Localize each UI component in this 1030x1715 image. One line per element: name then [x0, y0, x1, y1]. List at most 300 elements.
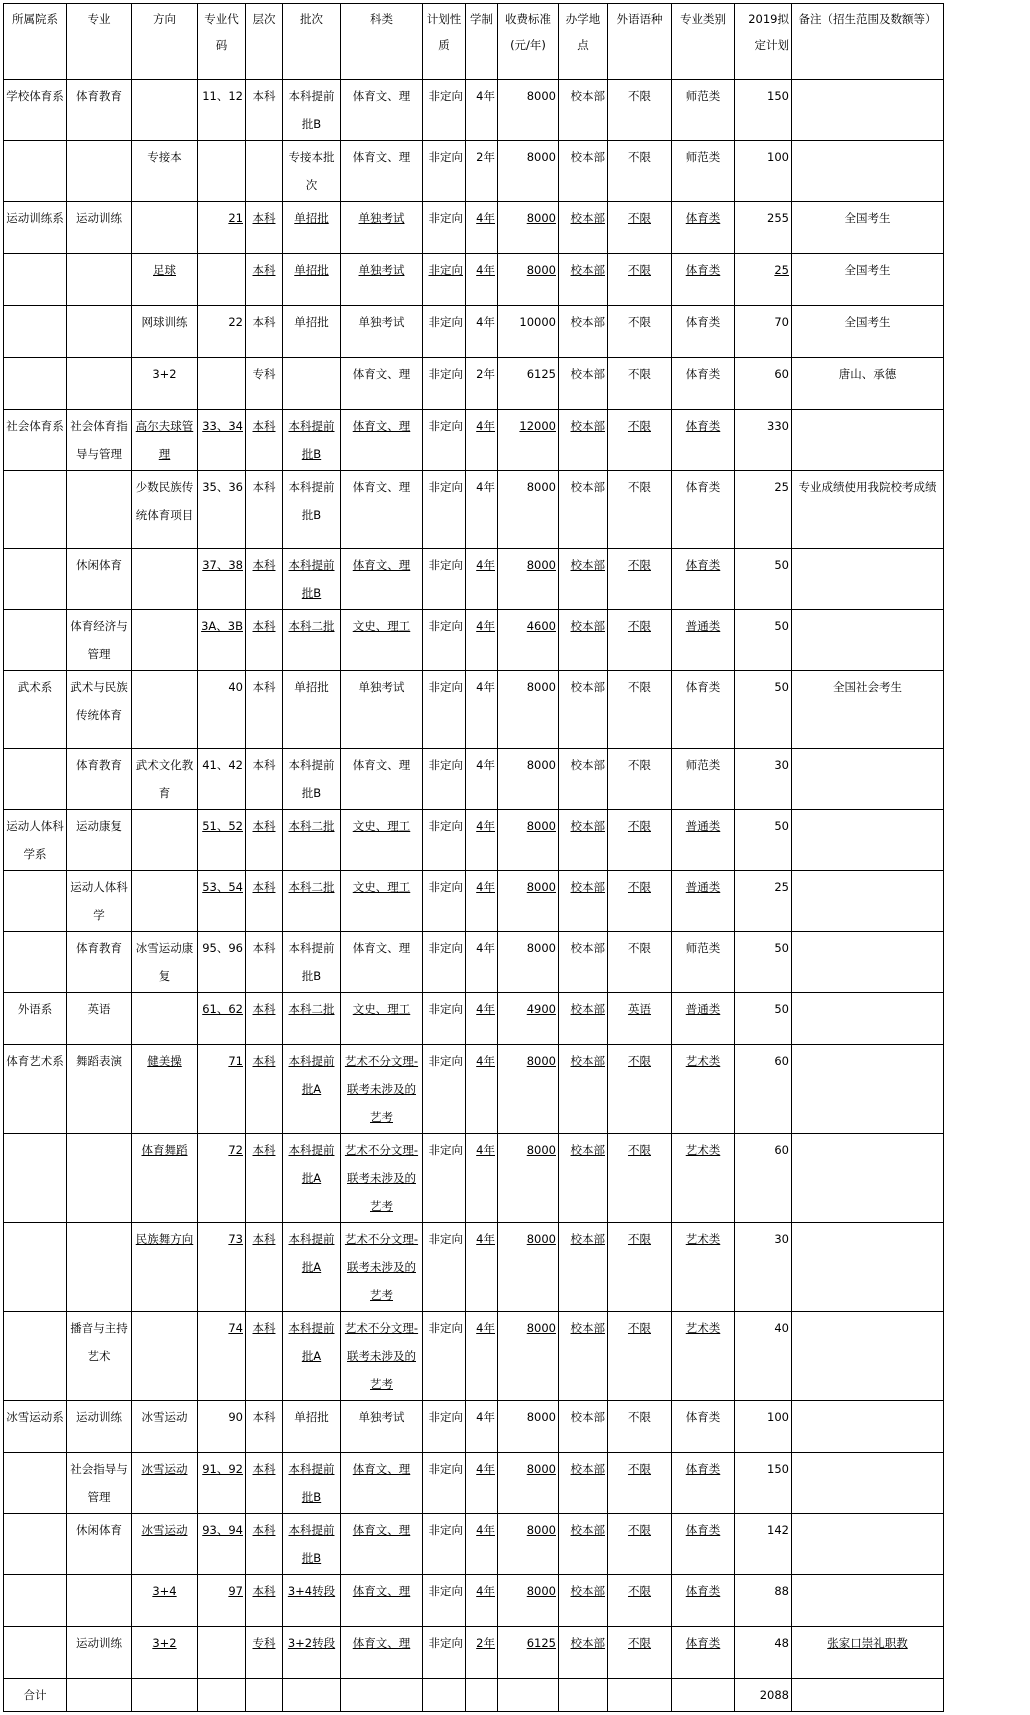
cell-level: 本科 [246, 810, 283, 871]
cell-remarks [792, 1575, 944, 1627]
cell-major-code: 91、92 [198, 1453, 246, 1514]
cell-department [4, 1223, 67, 1312]
cell-direction: 网球训练 [132, 306, 198, 358]
cell-subject-type: 单独考试 [341, 671, 423, 749]
cell-direction: 高尔夫球管理 [132, 410, 198, 471]
cell-duration: 4年 [466, 810, 498, 871]
cell-subject-type: 体育文、理 [341, 749, 423, 810]
cell-foreign-language: 不限 [608, 1514, 672, 1575]
cell-major: 社会体育指导与管理 [67, 410, 132, 471]
cell-major: 体育经济与管理 [67, 610, 132, 671]
cell-tuition: 8000 [498, 141, 559, 202]
cell-direction: 冰雪运动 [132, 1401, 198, 1453]
cell-major: 体育教育 [67, 80, 132, 141]
cell-department [4, 1627, 67, 1679]
cell-major-code: 95、96 [198, 932, 246, 993]
cell-major [67, 254, 132, 306]
table-row [4, 871, 944, 932]
cell-duration: 4年 [466, 671, 498, 749]
cell-foreign-language: 不限 [608, 871, 672, 932]
cell-department [4, 254, 67, 306]
cell-subject-type: 单独考试 [341, 202, 423, 254]
cell-tuition: 8000 [498, 871, 559, 932]
cell-plan-2019: 48 [735, 1627, 792, 1679]
cell-plan-nature: 非定向 [423, 671, 466, 749]
cell-major-code: 72 [198, 1134, 246, 1223]
cell-plan-nature: 非定向 [423, 1575, 466, 1627]
cell-campus: 校本部 [559, 1401, 608, 1453]
cell-major-code: 51、52 [198, 810, 246, 871]
cell-foreign-language: 不限 [608, 410, 672, 471]
cell-plan-2019: 255 [735, 202, 792, 254]
cell-campus: 校本部 [559, 306, 608, 358]
cell-foreign-language: 不限 [608, 202, 672, 254]
cell-major: 英语 [67, 993, 132, 1045]
table-row [4, 1134, 944, 1223]
cell-direction: 体育舞蹈 [132, 1134, 198, 1223]
cell-department [4, 1453, 67, 1514]
cell-campus: 校本部 [559, 871, 608, 932]
cell-level: 本科 [246, 1514, 283, 1575]
cell-tuition: 8000 [498, 471, 559, 549]
cell-department: 运动人体科学系 [4, 810, 67, 871]
cell-foreign-language: 不限 [608, 1312, 672, 1401]
cell-plan-2019: 40 [735, 1312, 792, 1401]
cell-batch: 本科提前批B [283, 1453, 341, 1514]
cell-tuition: 8000 [498, 1045, 559, 1134]
total-empty-cell [498, 1679, 559, 1712]
header-plan-2019: 2019拟定计划 [735, 4, 792, 80]
cell-batch: 本科提前批B [283, 410, 341, 471]
cell-plan-nature: 非定向 [423, 749, 466, 810]
cell-remarks: 张家口崇礼职教 [792, 1627, 944, 1679]
cell-level: 本科 [246, 1453, 283, 1514]
cell-plan-2019: 50 [735, 549, 792, 610]
cell-major-category: 师范类 [672, 80, 735, 141]
cell-department [4, 1514, 67, 1575]
cell-level: 专科 [246, 1627, 283, 1679]
cell-subject-type: 艺术不分文理-联考未涉及的艺考 [341, 1045, 423, 1134]
total-empty-cell [423, 1679, 466, 1712]
cell-department [4, 306, 67, 358]
cell-direction: 冰雪运动康复 [132, 932, 198, 993]
cell-remarks [792, 1514, 944, 1575]
header-batch: 批次 [283, 4, 341, 80]
cell-plan-2019: 25 [735, 471, 792, 549]
cell-plan-2019: 25 [735, 871, 792, 932]
cell-subject-type: 体育文、理 [341, 358, 423, 410]
cell-plan-2019: 100 [735, 1401, 792, 1453]
cell-plan-2019: 150 [735, 80, 792, 141]
cell-plan-2019: 50 [735, 932, 792, 993]
cell-major: 休闲体育 [67, 1514, 132, 1575]
cell-tuition: 8000 [498, 1453, 559, 1514]
cell-department: 社会体育系 [4, 410, 67, 471]
table-row [4, 202, 944, 254]
cell-major-code: 11、12 [198, 80, 246, 141]
cell-batch: 本科提前批B [283, 80, 341, 141]
table-row [4, 1312, 944, 1401]
cell-tuition: 6125 [498, 1627, 559, 1679]
cell-direction: 3+2 [132, 1627, 198, 1679]
cell-campus: 校本部 [559, 610, 608, 671]
cell-major-code: 53、54 [198, 871, 246, 932]
cell-direction [132, 810, 198, 871]
cell-plan-2019: 150 [735, 1453, 792, 1514]
cell-department [4, 1134, 67, 1223]
cell-remarks [792, 932, 944, 993]
cell-campus: 校本部 [559, 80, 608, 141]
cell-major-category: 体育类 [672, 202, 735, 254]
cell-foreign-language: 不限 [608, 471, 672, 549]
cell-major-category: 艺术类 [672, 1223, 735, 1312]
cell-duration: 4年 [466, 993, 498, 1045]
cell-campus: 校本部 [559, 993, 608, 1045]
cell-plan-2019: 50 [735, 671, 792, 749]
cell-duration: 4年 [466, 871, 498, 932]
cell-campus: 校本部 [559, 358, 608, 410]
header-major-category: 专业类别 [672, 4, 735, 80]
cell-tuition: 8000 [498, 202, 559, 254]
cell-batch: 本科二批 [283, 610, 341, 671]
cell-batch: 本科提前批B [283, 1514, 341, 1575]
cell-major [67, 1134, 132, 1223]
cell-foreign-language: 不限 [608, 1134, 672, 1223]
cell-foreign-language: 不限 [608, 549, 672, 610]
cell-major-code: 93、94 [198, 1514, 246, 1575]
cell-department [4, 871, 67, 932]
cell-plan-nature: 非定向 [423, 80, 466, 141]
cell-major-code: 90 [198, 1401, 246, 1453]
cell-level: 本科 [246, 1223, 283, 1312]
cell-tuition: 12000 [498, 410, 559, 471]
cell-department [4, 549, 67, 610]
cell-major-category: 体育类 [672, 1575, 735, 1627]
cell-plan-nature: 非定向 [423, 1045, 466, 1134]
table-row [4, 80, 944, 141]
cell-major-category: 艺术类 [672, 1134, 735, 1223]
cell-subject-type: 体育文、理 [341, 1627, 423, 1679]
cell-foreign-language: 不限 [608, 141, 672, 202]
cell-level: 本科 [246, 1045, 283, 1134]
cell-direction: 冰雪运动 [132, 1453, 198, 1514]
cell-major-category: 师范类 [672, 932, 735, 993]
cell-remarks: 全国考生 [792, 306, 944, 358]
cell-tuition: 8000 [498, 1575, 559, 1627]
cell-duration: 2年 [466, 1627, 498, 1679]
cell-tuition: 8000 [498, 80, 559, 141]
cell-foreign-language: 英语 [608, 993, 672, 1045]
cell-subject-type: 单独考试 [341, 1401, 423, 1453]
cell-subject-type: 艺术不分文理-联考未涉及的艺考 [341, 1223, 423, 1312]
cell-tuition: 8000 [498, 1514, 559, 1575]
header-duration: 学制 [466, 4, 498, 80]
cell-plan-nature: 非定向 [423, 1401, 466, 1453]
cell-major: 运动训练 [67, 202, 132, 254]
cell-foreign-language: 不限 [608, 932, 672, 993]
cell-batch: 单招批 [283, 202, 341, 254]
cell-duration: 4年 [466, 80, 498, 141]
cell-major: 播音与主持艺术 [67, 1312, 132, 1401]
cell-level: 本科 [246, 871, 283, 932]
cell-level: 本科 [246, 254, 283, 306]
cell-subject-type: 单独考试 [341, 254, 423, 306]
cell-direction [132, 993, 198, 1045]
cell-plan-nature: 非定向 [423, 358, 466, 410]
total-empty-cell [283, 1679, 341, 1712]
cell-direction [132, 202, 198, 254]
cell-remarks [792, 549, 944, 610]
cell-subject-type: 文史、理工 [341, 610, 423, 671]
cell-major-category: 体育类 [672, 254, 735, 306]
cell-batch: 本科提前批B [283, 471, 341, 549]
cell-batch: 本科提前批A [283, 1223, 341, 1312]
cell-remarks: 全国考生 [792, 254, 944, 306]
cell-major [67, 1223, 132, 1312]
cell-duration: 4年 [466, 749, 498, 810]
table-row [4, 749, 944, 810]
table-row [4, 471, 944, 549]
cell-campus: 校本部 [559, 1514, 608, 1575]
cell-remarks [792, 1045, 944, 1134]
cell-major: 运动训练 [67, 1401, 132, 1453]
cell-duration: 4年 [466, 1223, 498, 1312]
cell-level: 本科 [246, 671, 283, 749]
cell-batch: 单招批 [283, 254, 341, 306]
cell-foreign-language: 不限 [608, 610, 672, 671]
cell-foreign-language: 不限 [608, 1045, 672, 1134]
cell-foreign-language: 不限 [608, 671, 672, 749]
header-major-code: 专业代码 [198, 4, 246, 80]
table-row [4, 610, 944, 671]
cell-foreign-language: 不限 [608, 1223, 672, 1312]
cell-major-category: 体育类 [672, 1401, 735, 1453]
cell-department [4, 749, 67, 810]
header-row [4, 4, 944, 80]
cell-remarks [792, 610, 944, 671]
cell-campus: 校本部 [559, 1312, 608, 1401]
cell-tuition: 4600 [498, 610, 559, 671]
cell-department [4, 141, 67, 202]
total-empty-cell [792, 1679, 944, 1712]
cell-subject-type: 体育文、理 [341, 1453, 423, 1514]
cell-foreign-language: 不限 [608, 1627, 672, 1679]
cell-batch: 单招批 [283, 671, 341, 749]
cell-major: 运动人体科学 [67, 871, 132, 932]
header-department: 所属院系 [4, 4, 67, 80]
cell-direction: 少数民族传统体育项目 [132, 471, 198, 549]
cell-plan-nature: 非定向 [423, 254, 466, 306]
cell-remarks [792, 1223, 944, 1312]
cell-campus: 校本部 [559, 1627, 608, 1679]
cell-subject-type: 体育文、理 [341, 471, 423, 549]
cell-subject-type: 体育文、理 [341, 410, 423, 471]
cell-plan-nature: 非定向 [423, 141, 466, 202]
cell-major: 舞蹈表演 [67, 1045, 132, 1134]
cell-duration: 4年 [466, 932, 498, 993]
cell-major [67, 141, 132, 202]
cell-department: 冰雪运动系 [4, 1401, 67, 1453]
total-empty-cell [246, 1679, 283, 1712]
cell-major-category: 普通类 [672, 610, 735, 671]
cell-plan-nature: 非定向 [423, 471, 466, 549]
table-row [4, 1627, 944, 1679]
table-row [4, 306, 944, 358]
cell-duration: 4年 [466, 1453, 498, 1514]
cell-tuition: 8000 [498, 671, 559, 749]
cell-remarks: 全国考生 [792, 202, 944, 254]
cell-subject-type: 文史、理工 [341, 810, 423, 871]
cell-major-category: 体育类 [672, 671, 735, 749]
cell-duration: 4年 [466, 202, 498, 254]
cell-batch: 单招批 [283, 306, 341, 358]
cell-major: 休闲体育 [67, 549, 132, 610]
header-remarks: 备注（招生范围及数额等） [792, 4, 944, 80]
cell-foreign-language: 不限 [608, 306, 672, 358]
cell-remarks: 唐山、承德 [792, 358, 944, 410]
cell-batch: 本科提前批B [283, 932, 341, 993]
cell-campus: 校本部 [559, 1453, 608, 1514]
cell-direction: 健美操 [132, 1045, 198, 1134]
cell-major-code: 3A、3B [198, 610, 246, 671]
total-empty-cell [67, 1679, 132, 1712]
cell-campus: 校本部 [559, 410, 608, 471]
cell-department: 运动训练系 [4, 202, 67, 254]
cell-duration: 4年 [466, 1575, 498, 1627]
cell-plan-2019: 30 [735, 1223, 792, 1312]
cell-major-code: 73 [198, 1223, 246, 1312]
table-row [4, 1514, 944, 1575]
cell-plan-nature: 非定向 [423, 1312, 466, 1401]
cell-campus: 校本部 [559, 1575, 608, 1627]
total-row [4, 1679, 944, 1712]
cell-tuition: 8000 [498, 749, 559, 810]
cell-plan-nature: 非定向 [423, 810, 466, 871]
cell-department: 体育艺术系 [4, 1045, 67, 1134]
cell-direction [132, 610, 198, 671]
table-row [4, 141, 944, 202]
cell-level: 专科 [246, 358, 283, 410]
cell-campus: 校本部 [559, 254, 608, 306]
cell-level: 本科 [246, 80, 283, 141]
cell-department: 外语系 [4, 993, 67, 1045]
cell-level [246, 141, 283, 202]
cell-duration: 4年 [466, 410, 498, 471]
cell-foreign-language: 不限 [608, 254, 672, 306]
cell-level: 本科 [246, 1401, 283, 1453]
cell-major-category: 体育类 [672, 549, 735, 610]
cell-direction: 民族舞方向 [132, 1223, 198, 1312]
cell-tuition: 8000 [498, 549, 559, 610]
cell-direction: 3+2 [132, 358, 198, 410]
cell-foreign-language: 不限 [608, 1575, 672, 1627]
cell-major-category: 普通类 [672, 871, 735, 932]
cell-major-category: 体育类 [672, 471, 735, 549]
cell-major-code: 74 [198, 1312, 246, 1401]
cell-subject-type: 体育文、理 [341, 1514, 423, 1575]
cell-duration: 4年 [466, 1045, 498, 1134]
cell-remarks [792, 1312, 944, 1401]
cell-direction [132, 871, 198, 932]
cell-department [4, 610, 67, 671]
header-direction: 方向 [132, 4, 198, 80]
cell-major-code: 37、38 [198, 549, 246, 610]
cell-level: 本科 [246, 471, 283, 549]
total-empty-cell [132, 1679, 198, 1712]
cell-major-code: 97 [198, 1575, 246, 1627]
cell-direction: 专接本 [132, 141, 198, 202]
total-empty-cell [672, 1679, 735, 1712]
cell-level: 本科 [246, 749, 283, 810]
cell-duration: 2年 [466, 358, 498, 410]
cell-major-category: 师范类 [672, 141, 735, 202]
cell-subject-type: 体育文、理 [341, 932, 423, 993]
header-level: 层次 [246, 4, 283, 80]
total-empty-cell [198, 1679, 246, 1712]
cell-plan-nature: 非定向 [423, 1223, 466, 1312]
cell-major [67, 471, 132, 549]
cell-remarks [792, 749, 944, 810]
cell-major-category: 体育类 [672, 306, 735, 358]
cell-batch [283, 358, 341, 410]
total-label: 合计 [4, 1679, 67, 1712]
cell-campus: 校本部 [559, 810, 608, 871]
cell-plan-nature: 非定向 [423, 1453, 466, 1514]
cell-plan-nature: 非定向 [423, 410, 466, 471]
cell-plan-2019: 60 [735, 358, 792, 410]
cell-batch: 本科提前批B [283, 549, 341, 610]
cell-campus: 校本部 [559, 671, 608, 749]
cell-remarks [792, 141, 944, 202]
cell-major-code: 61、62 [198, 993, 246, 1045]
cell-department [4, 471, 67, 549]
cell-duration: 4年 [466, 1401, 498, 1453]
cell-department [4, 1312, 67, 1401]
cell-remarks [792, 871, 944, 932]
cell-batch: 本科提前批B [283, 749, 341, 810]
cell-subject-type: 体育文、理 [341, 141, 423, 202]
table-row [4, 410, 944, 471]
cell-campus: 校本部 [559, 1134, 608, 1223]
cell-plan-nature: 非定向 [423, 549, 466, 610]
cell-batch: 3+2转段 [283, 1627, 341, 1679]
cell-foreign-language: 不限 [608, 80, 672, 141]
cell-remarks: 专业成绩使用我院校考成绩 [792, 471, 944, 549]
table-row [4, 254, 944, 306]
cell-campus: 校本部 [559, 749, 608, 810]
cell-major-category: 普通类 [672, 810, 735, 871]
table-row [4, 993, 944, 1045]
header-foreign-language: 外语语种 [608, 4, 672, 80]
cell-duration: 4年 [466, 254, 498, 306]
cell-level: 本科 [246, 1312, 283, 1401]
cell-major [67, 306, 132, 358]
cell-tuition: 6125 [498, 358, 559, 410]
cell-major: 体育教育 [67, 749, 132, 810]
cell-major-code [198, 1627, 246, 1679]
cell-campus: 校本部 [559, 549, 608, 610]
cell-tuition: 10000 [498, 306, 559, 358]
cell-major-code: 33、34 [198, 410, 246, 471]
cell-campus: 校本部 [559, 1223, 608, 1312]
cell-duration: 4年 [466, 1134, 498, 1223]
cell-direction [132, 671, 198, 749]
cell-plan-2019: 330 [735, 410, 792, 471]
cell-duration: 4年 [466, 471, 498, 549]
cell-direction: 武术文化教育 [132, 749, 198, 810]
cell-major [67, 1575, 132, 1627]
cell-major-code: 41、42 [198, 749, 246, 810]
